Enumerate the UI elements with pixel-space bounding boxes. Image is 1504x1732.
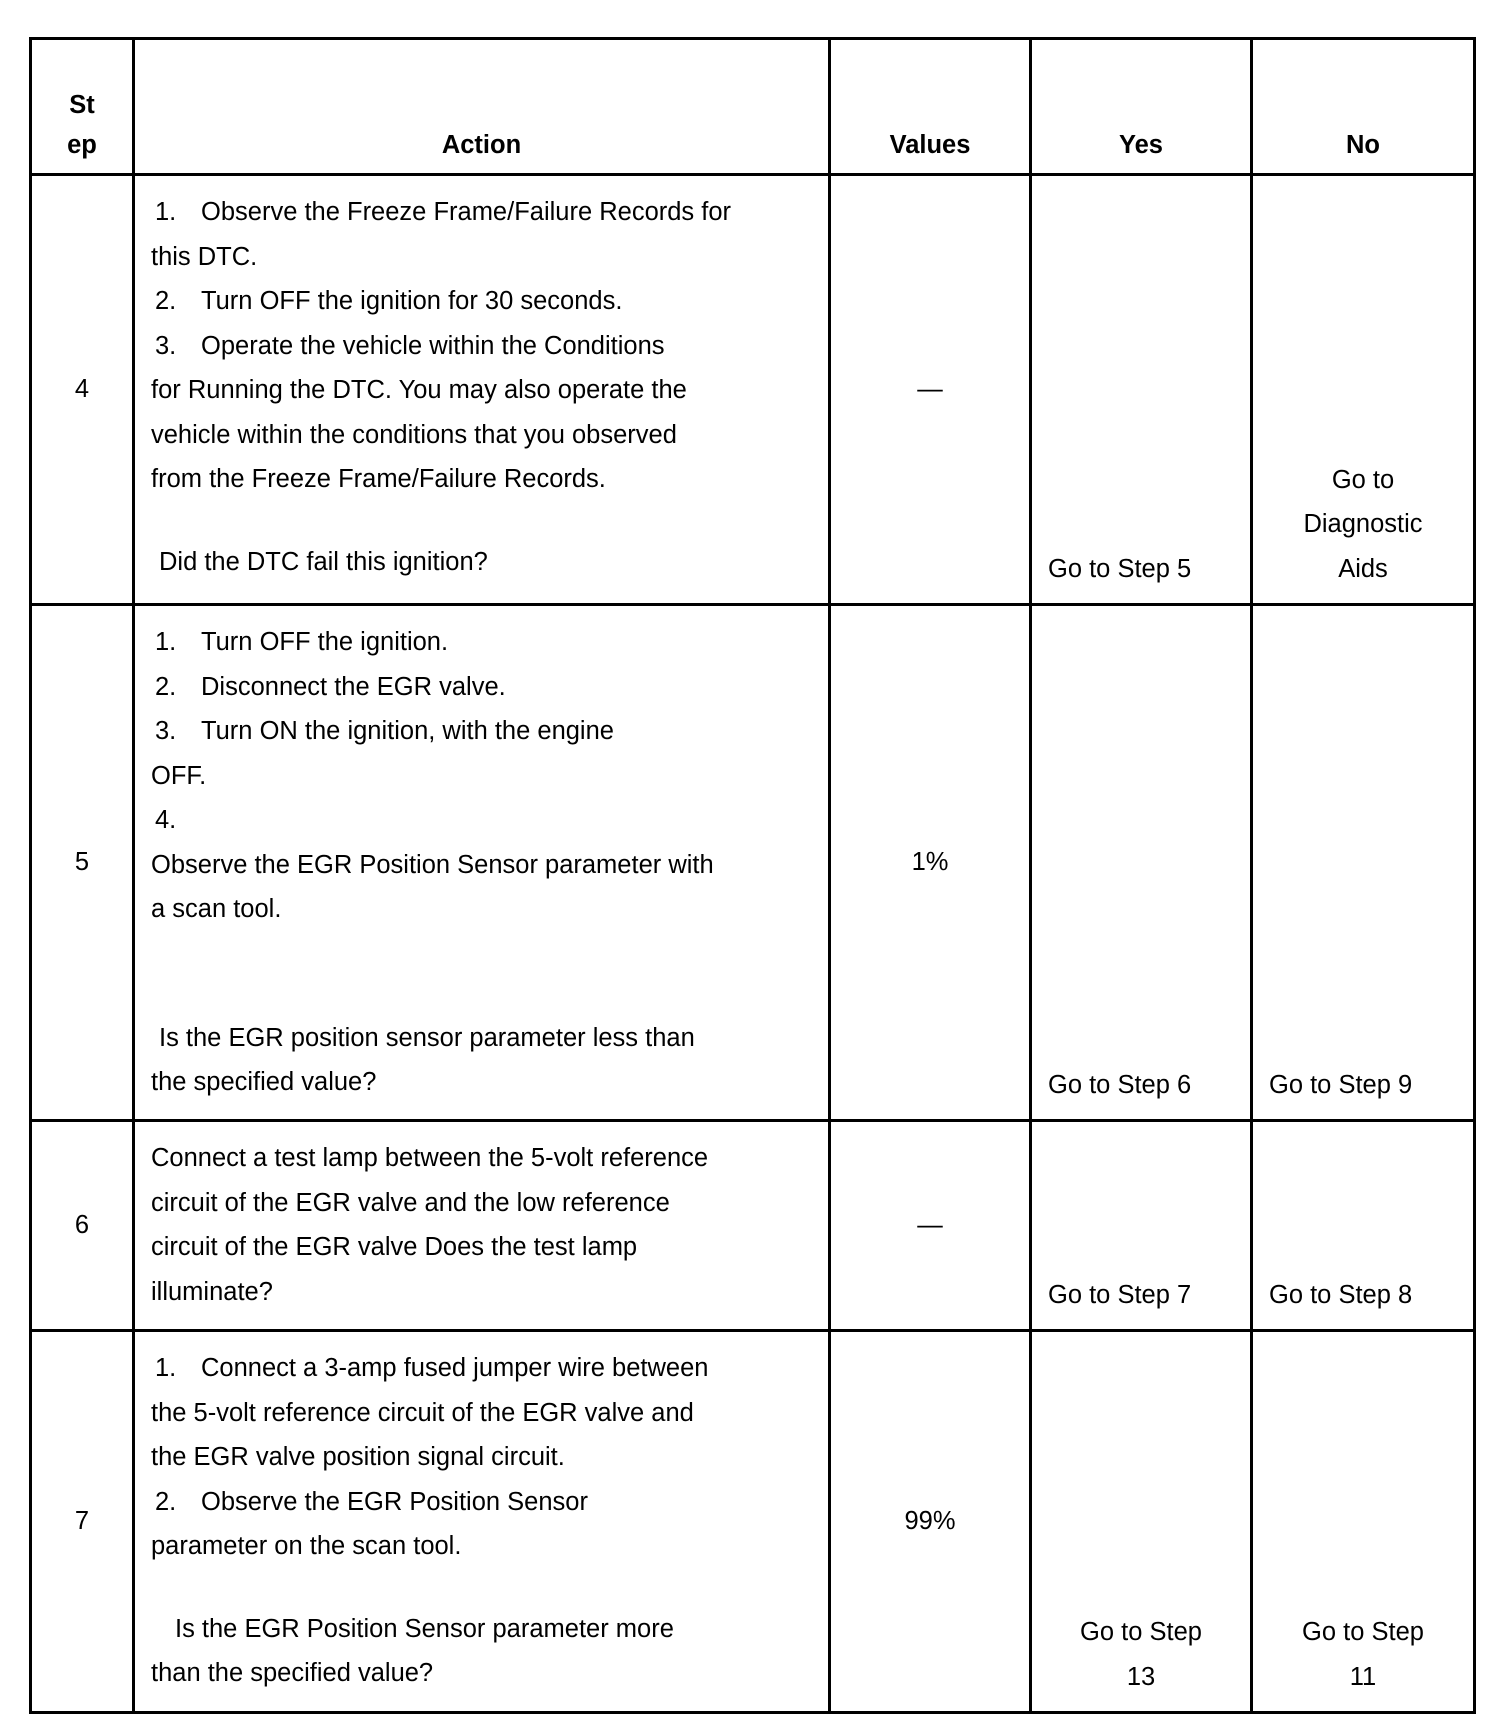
action-line: illuminate? (151, 1277, 273, 1306)
step-number: 6 (31, 1121, 134, 1331)
value-cell: — (830, 175, 1031, 605)
action-line: 1. Observe the Freeze Frame/Failure Records for (155, 198, 732, 226)
table-row (31, 1331, 1475, 1713)
table-row (31, 605, 1475, 1121)
action-line: 4. (155, 806, 177, 834)
no-cell: Go to Step 9 (1252, 605, 1475, 1121)
yes-cell (1031, 1331, 1252, 1713)
action-line: vehicle within the conditions that you observed (151, 420, 677, 449)
action-line: the 5-volt reference circuit of the EGR valve and (151, 1398, 694, 1427)
value-cell: 99% (830, 1331, 1031, 1713)
action-line: Observe the EGR Position Sensor parameter with (151, 850, 714, 879)
step-number: 7 (31, 1331, 134, 1713)
value-cell: 1% (830, 605, 1031, 1121)
action-cell (134, 605, 830, 1121)
no-line: Go to (1331, 465, 1395, 494)
action-line: for Running the DTC. You may also operate the (151, 376, 687, 404)
question-line: than the specified value? (151, 1659, 434, 1687)
action-line: 2. Observe the EGR Position Sensor (155, 1487, 588, 1516)
action-line: circuit of the EGR valve and the low reference (151, 1188, 670, 1217)
action-column-header: Action (134, 39, 830, 175)
action-line: 2. Turn OFF the ignition for 30 seconds. (155, 287, 623, 315)
value-cell: — (830, 1121, 1031, 1331)
action-line: the EGR valve position signal circuit. (151, 1443, 565, 1471)
question-line: the specified value? (151, 1068, 377, 1096)
no-line: 11 (1349, 1662, 1377, 1691)
no-line: Go to Step (1302, 1618, 1424, 1646)
action-cell (134, 1121, 830, 1331)
yes-cell: Go to Step 6 (1031, 605, 1252, 1121)
values-column-header: Values (830, 39, 1031, 175)
action-cell (134, 1331, 830, 1713)
yes-line: Go to Step (1080, 1618, 1202, 1646)
step-number: 5 (31, 605, 134, 1121)
action-line: 1. Turn OFF the ignition. (155, 628, 449, 656)
yes-cell: Go to Step 7 (1031, 1121, 1252, 1331)
step-number: 4 (31, 175, 134, 605)
no-column-header: No (1252, 39, 1475, 175)
header-row (31, 39, 1475, 175)
action-line: parameter on the scan tool. (151, 1532, 462, 1560)
action-line: 1. Connect a 3-amp fused jumper wire between (155, 1354, 709, 1382)
action-cell (134, 175, 830, 605)
no-cell: Go to Step 8 (1252, 1121, 1475, 1331)
question-line: Is the EGR Position Sensor parameter more (175, 1614, 674, 1643)
action-line: a scan tool. (151, 895, 282, 923)
action-line: 3. Operate the vehicle within the Conditions (155, 331, 665, 360)
step-header-line-1: St (69, 91, 95, 119)
no-cell (1252, 175, 1475, 605)
no-line: Aids (1338, 554, 1388, 583)
table-row (31, 175, 1475, 605)
no-cell (1252, 1331, 1475, 1713)
yes-cell: Go to Step 5 (1031, 175, 1252, 605)
action-line: from the Freeze Frame/Failure Records. (151, 465, 606, 493)
yes-column-header: Yes (1031, 39, 1252, 175)
action-line: Connect a test lamp between the 5-volt reference (151, 1144, 709, 1172)
yes-line: 13 (1126, 1662, 1156, 1691)
action-line: 2. Disconnect the EGR valve. (155, 672, 506, 701)
step-header-line-2: ep (67, 131, 97, 159)
diagnostic-table (29, 37, 1476, 1714)
question-line: Did the DTC fail this ignition? (159, 547, 488, 576)
table-row (31, 1121, 1475, 1331)
action-line: this DTC. (151, 242, 258, 271)
action-line: 3. Turn ON the ignition, with the engine (155, 717, 614, 745)
no-line: Diagnostic (1303, 510, 1423, 538)
question-line: Is the EGR position sensor parameter less than (159, 1023, 695, 1052)
action-line: circuit of the EGR valve Does the test lamp (151, 1233, 638, 1261)
action-line: OFF. (151, 761, 207, 790)
step-column-header (31, 39, 134, 175)
